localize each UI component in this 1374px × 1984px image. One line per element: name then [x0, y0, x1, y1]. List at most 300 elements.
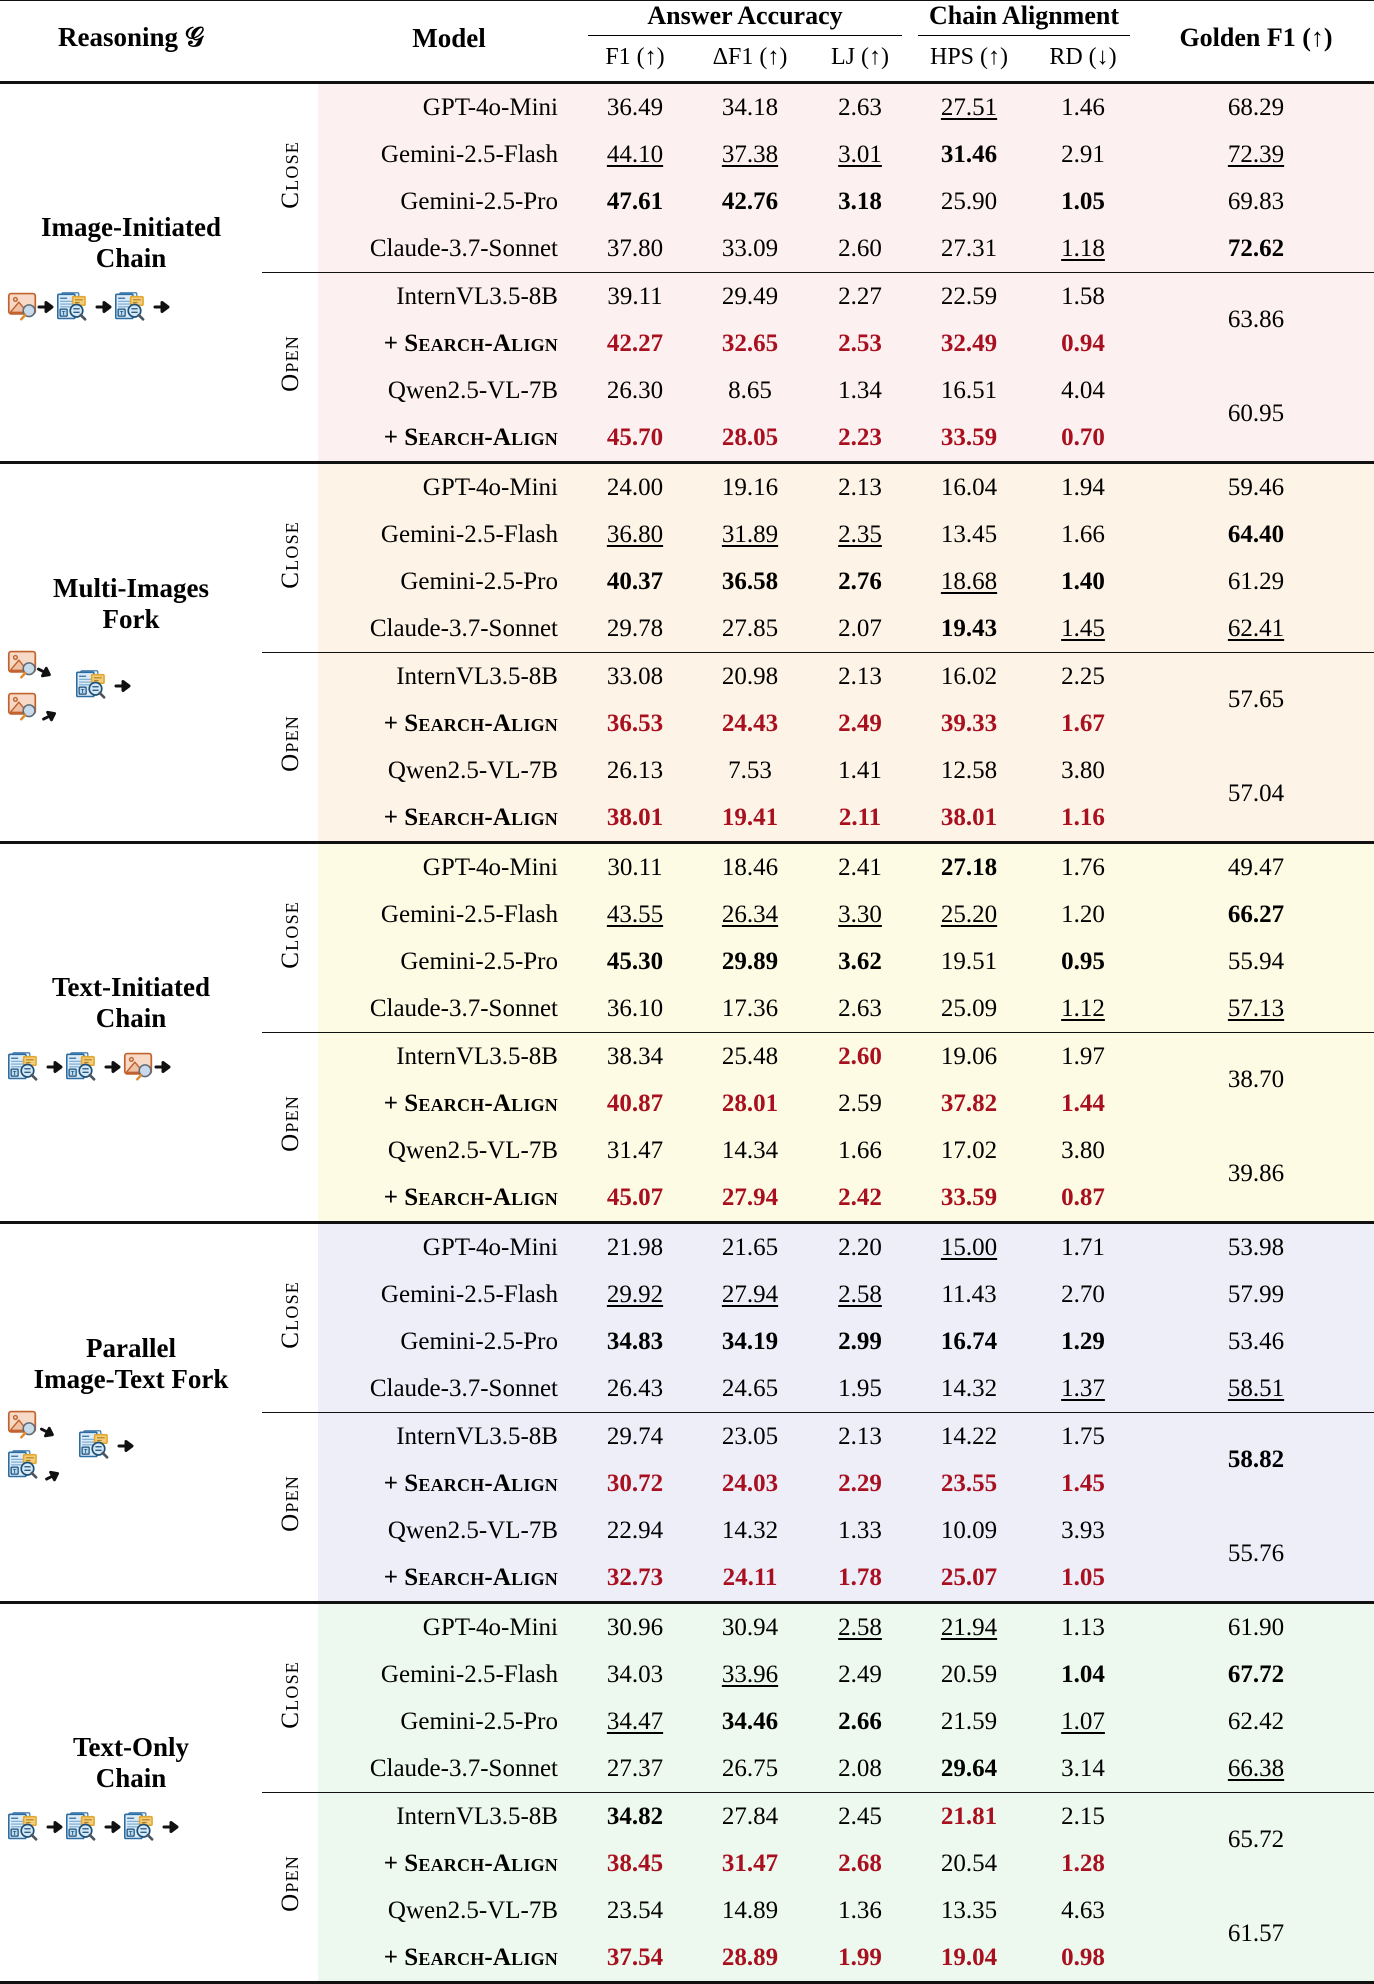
cell-f1: 34.47 [580, 1698, 690, 1745]
cell-f1: 29.92 [580, 1271, 690, 1318]
cell-lj: 1.66 [810, 1127, 910, 1174]
cell-lj: 1.33 [810, 1507, 910, 1554]
header-reasoning: Reasoning 𝒢 [0, 1, 262, 83]
cell-df1: 24.03 [690, 1460, 810, 1507]
cell-f1: 26.13 [580, 747, 690, 794]
model-name: + Search-Align [318, 320, 580, 367]
table-body [0, 83, 1374, 1982]
header-row-top [0, 1, 1374, 39]
table-row [0, 1603, 1374, 1652]
cell-f1: 44.10 [580, 131, 690, 178]
cell-golden-f1: 39.86 [1138, 1127, 1374, 1223]
cell-hps: 19.51 [910, 938, 1028, 985]
cell-df1: 27.94 [690, 1174, 810, 1223]
cell-f1: 30.72 [580, 1460, 690, 1507]
icon-chain-image-doc-doc [6, 287, 256, 333]
cell-hps: 15.00 [910, 1223, 1028, 1272]
cell-lj: 2.76 [810, 558, 910, 605]
svg-text:T: T [80, 688, 85, 695]
cell-rd: 1.37 [1028, 1365, 1138, 1413]
cell-lj: 2.08 [810, 1745, 910, 1793]
cell-df1: 14.32 [690, 1507, 810, 1554]
cell-golden-f1: 72.39 [1138, 131, 1374, 178]
cell-lj: 2.27 [810, 273, 910, 321]
cell-f1: 24.00 [580, 463, 690, 512]
cell-rd: 3.80 [1028, 1127, 1138, 1174]
model-name: Gemini-2.5-Flash [318, 1651, 580, 1698]
cell-hps: 25.20 [910, 891, 1028, 938]
mode-label-close: Close [262, 1223, 318, 1413]
header-answer-accuracy [580, 1, 910, 39]
model-name: + Search-Align [318, 414, 580, 463]
cell-f1: 22.94 [580, 1507, 690, 1554]
model-name: + Search-Align [318, 1080, 580, 1127]
cell-hps: 33.59 [910, 1174, 1028, 1223]
cell-df1: 20.98 [690, 653, 810, 701]
cell-f1: 33.08 [580, 653, 690, 701]
cell-lj: 2.68 [810, 1840, 910, 1887]
group-title: Text-Initiated Chain [51, 972, 210, 1033]
svg-text:T: T [61, 310, 66, 317]
cell-rd: 1.75 [1028, 1413, 1138, 1461]
cell-hps: 27.31 [910, 225, 1028, 273]
cell-f1: 36.49 [580, 83, 690, 132]
cell-lj: 2.49 [810, 1651, 910, 1698]
cell-rd: 2.70 [1028, 1271, 1138, 1318]
cell-df1: 32.65 [690, 320, 810, 367]
mode-label-open: Open [262, 1033, 318, 1223]
cell-hps: 16.74 [910, 1318, 1028, 1365]
icon-fork-two-images-doc [6, 648, 256, 732]
cell-hps: 21.94 [910, 1603, 1028, 1652]
cell-f1: 29.74 [580, 1413, 690, 1461]
cell-golden-f1: 62.41 [1138, 605, 1374, 653]
cell-df1: 7.53 [690, 747, 810, 794]
model-name: Claude-3.7-Sonnet [318, 985, 580, 1033]
mode-label-close: Close [262, 1603, 318, 1793]
cell-golden-f1: 57.04 [1138, 747, 1374, 843]
cell-golden-f1: 65.72 [1138, 1793, 1374, 1888]
model-name: GPT-4o-Mini [318, 1603, 580, 1652]
group-title: Multi-Images Fork [53, 573, 209, 634]
svg-text:T: T [12, 1468, 17, 1475]
cell-lj: 2.20 [810, 1223, 910, 1272]
group-diagram [6, 1807, 256, 1853]
cell-f1: 23.54 [580, 1887, 690, 1934]
cell-df1: 18.46 [690, 843, 810, 892]
cell-f1: 21.98 [580, 1223, 690, 1272]
cell-hps: 25.07 [910, 1554, 1028, 1603]
cell-df1: 24.11 [690, 1554, 810, 1603]
group-cell-0 [0, 83, 262, 463]
cell-df1: 25.48 [690, 1033, 810, 1081]
svg-text:T: T [70, 1830, 75, 1837]
cell-f1: 38.01 [580, 794, 690, 843]
group-title: Parallel Image-Text Fork [33, 1333, 229, 1394]
cell-rd: 2.91 [1028, 131, 1138, 178]
cell-lj: 2.58 [810, 1271, 910, 1318]
table-row [0, 83, 1374, 132]
cell-df1: 31.47 [690, 1840, 810, 1887]
svg-text:T: T [12, 1070, 17, 1077]
cell-hps: 12.58 [910, 747, 1028, 794]
cell-f1: 26.30 [580, 367, 690, 414]
cell-hps: 16.02 [910, 653, 1028, 701]
cell-lj: 2.13 [810, 653, 910, 701]
cell-f1: 45.30 [580, 938, 690, 985]
mode-label-open: Open [262, 653, 318, 843]
cell-lj: 2.63 [810, 83, 910, 132]
cell-hps: 20.54 [910, 1840, 1028, 1887]
cell-lj: 2.23 [810, 414, 910, 463]
cell-df1: 33.96 [690, 1651, 810, 1698]
cell-golden-f1: 61.29 [1138, 558, 1374, 605]
cell-df1: 23.05 [690, 1413, 810, 1461]
cell-f1: 36.10 [580, 985, 690, 1033]
cell-rd: 0.94 [1028, 320, 1138, 367]
cell-hps: 14.22 [910, 1413, 1028, 1461]
cell-hps: 20.59 [910, 1651, 1028, 1698]
cell-golden-f1: 68.29 [1138, 83, 1374, 132]
cell-golden-f1: 61.57 [1138, 1887, 1374, 1981]
header-chain-alignment-label: Chain Alignment [929, 1, 1120, 30]
cell-lj: 1.41 [810, 747, 910, 794]
header-golden-f1: Golden F1 (↑) [1138, 1, 1374, 83]
model-name: + Search-Align [318, 1174, 580, 1223]
cell-rd: 0.95 [1028, 938, 1138, 985]
cell-df1: 19.16 [690, 463, 810, 512]
cell-f1: 26.43 [580, 1365, 690, 1413]
cell-hps: 19.43 [910, 605, 1028, 653]
cell-rd: 1.28 [1028, 1840, 1138, 1887]
cell-rd: 1.44 [1028, 1080, 1138, 1127]
model-name: GPT-4o-Mini [318, 463, 580, 512]
svg-text:T: T [119, 310, 124, 317]
model-name: + Search-Align [318, 1840, 580, 1887]
mode-label-open: Open [262, 273, 318, 463]
cell-df1: 27.94 [690, 1271, 810, 1318]
cell-df1: 29.89 [690, 938, 810, 985]
svg-text:T: T [12, 1830, 17, 1837]
cell-hps: 25.09 [910, 985, 1028, 1033]
model-name: GPT-4o-Mini [318, 843, 580, 892]
model-name: InternVL3.5-8B [318, 1413, 580, 1461]
cell-df1: 19.41 [690, 794, 810, 843]
model-name: Qwen2.5-VL-7B [318, 1507, 580, 1554]
mode-label-close: Close [262, 843, 318, 1033]
cell-df1: 26.34 [690, 891, 810, 938]
cell-df1: 33.09 [690, 225, 810, 273]
cell-golden-f1: 72.62 [1138, 225, 1374, 273]
cell-rd: 1.40 [1028, 558, 1138, 605]
cell-golden-f1: 53.46 [1138, 1318, 1374, 1365]
model-name: InternVL3.5-8B [318, 1033, 580, 1081]
cell-golden-f1: 64.40 [1138, 511, 1374, 558]
cell-lj: 3.30 [810, 891, 910, 938]
cell-golden-f1: 62.42 [1138, 1698, 1374, 1745]
cell-golden-f1: 59.46 [1138, 463, 1374, 512]
model-name: Gemini-2.5-Pro [318, 1318, 580, 1365]
cell-lj: 1.99 [810, 1934, 910, 1981]
cell-hps: 23.55 [910, 1460, 1028, 1507]
cell-rd: 1.67 [1028, 700, 1138, 747]
model-name: Qwen2.5-VL-7B [318, 367, 580, 414]
cell-hps: 19.04 [910, 1934, 1028, 1981]
svg-text:T: T [128, 1830, 133, 1837]
cell-lj: 2.63 [810, 985, 910, 1033]
cell-golden-f1: 63.86 [1138, 273, 1374, 368]
cell-lj: 3.01 [810, 131, 910, 178]
cell-f1: 43.55 [580, 891, 690, 938]
cell-lj: 1.95 [810, 1365, 910, 1413]
cell-df1: 28.89 [690, 1934, 810, 1981]
cell-f1: 36.53 [580, 700, 690, 747]
cell-lj: 2.42 [810, 1174, 910, 1223]
cell-hps: 27.18 [910, 843, 1028, 892]
cell-hps: 32.49 [910, 320, 1028, 367]
cell-lj: 2.60 [810, 225, 910, 273]
icon-fork-image-text-doc [6, 1408, 256, 1492]
cell-rd: 1.04 [1028, 1651, 1138, 1698]
header-answer-accuracy-rule [588, 35, 902, 36]
cell-rd: 1.29 [1028, 1318, 1138, 1365]
cell-lj: 1.34 [810, 367, 910, 414]
cell-f1: 27.37 [580, 1745, 690, 1793]
cell-golden-f1: 69.83 [1138, 178, 1374, 225]
cell-rd: 1.05 [1028, 178, 1138, 225]
cell-hps: 39.33 [910, 700, 1028, 747]
header-chain-alignment [910, 1, 1138, 39]
cell-df1: 34.19 [690, 1318, 810, 1365]
cell-lj: 2.99 [810, 1318, 910, 1365]
cell-golden-f1: 55.94 [1138, 938, 1374, 985]
cell-hps: 25.90 [910, 178, 1028, 225]
model-name: Claude-3.7-Sonnet [318, 225, 580, 273]
cell-lj: 1.36 [810, 1887, 910, 1934]
cell-lj: 2.13 [810, 463, 910, 512]
cell-rd: 1.58 [1028, 273, 1138, 321]
cell-golden-f1: 66.27 [1138, 891, 1374, 938]
cell-hps: 37.82 [910, 1080, 1028, 1127]
cell-rd: 1.07 [1028, 1698, 1138, 1745]
mode-label-close: Close [262, 463, 318, 653]
table-row [0, 463, 1374, 512]
cell-f1: 37.54 [580, 1934, 690, 1981]
cell-df1: 28.05 [690, 414, 810, 463]
header-rd: RD (↓) [1049, 44, 1117, 70]
cell-golden-f1: 60.95 [1138, 367, 1374, 463]
cell-df1: 17.36 [690, 985, 810, 1033]
model-name: Gemini-2.5-Pro [318, 178, 580, 225]
cell-rd: 1.18 [1028, 225, 1138, 273]
model-name: + Search-Align [318, 1554, 580, 1603]
cell-df1: 42.76 [690, 178, 810, 225]
cell-f1: 40.87 [580, 1080, 690, 1127]
cell-lj: 2.13 [810, 1413, 910, 1461]
cell-lj: 2.60 [810, 1033, 910, 1081]
group-title: Text-Only Chain [72, 1732, 189, 1793]
cell-lj: 1.78 [810, 1554, 910, 1603]
cell-rd: 1.45 [1028, 605, 1138, 653]
cell-df1: 28.01 [690, 1080, 810, 1127]
cell-lj: 3.18 [810, 178, 910, 225]
cell-golden-f1: 66.38 [1138, 1745, 1374, 1793]
table-header [0, 1, 1374, 83]
group-cell-1 [0, 463, 262, 843]
model-name: + Search-Align [318, 1460, 580, 1507]
cell-golden-f1: 55.76 [1138, 1507, 1374, 1603]
cell-df1: 24.65 [690, 1365, 810, 1413]
cell-df1: 34.46 [690, 1698, 810, 1745]
model-name: InternVL3.5-8B [318, 1793, 580, 1841]
cell-f1: 30.11 [580, 843, 690, 892]
cell-f1: 47.61 [580, 178, 690, 225]
cell-rd: 1.46 [1028, 83, 1138, 132]
cell-df1: 8.65 [690, 367, 810, 414]
cell-hps: 16.04 [910, 463, 1028, 512]
group-diagram [6, 1047, 256, 1093]
cell-hps: 17.02 [910, 1127, 1028, 1174]
cell-f1: 45.07 [580, 1174, 690, 1223]
cell-rd: 1.66 [1028, 511, 1138, 558]
cell-rd: 1.97 [1028, 1033, 1138, 1081]
cell-golden-f1: 58.82 [1138, 1413, 1374, 1508]
cell-df1: 30.94 [690, 1603, 810, 1652]
cell-hps: 13.45 [910, 511, 1028, 558]
cell-f1: 34.82 [580, 1793, 690, 1841]
cell-rd: 4.63 [1028, 1887, 1138, 1934]
cell-hps: 19.06 [910, 1033, 1028, 1081]
cell-hps: 27.51 [910, 83, 1028, 132]
cell-f1: 37.80 [580, 225, 690, 273]
model-name: Gemini-2.5-Flash [318, 511, 580, 558]
model-name: Qwen2.5-VL-7B [318, 1887, 580, 1934]
cell-f1: 39.11 [580, 273, 690, 321]
cell-df1: 26.75 [690, 1745, 810, 1793]
cell-lj: 2.49 [810, 700, 910, 747]
cell-f1: 42.27 [580, 320, 690, 367]
cell-rd: 1.16 [1028, 794, 1138, 843]
cell-hps: 14.32 [910, 1365, 1028, 1413]
cell-rd: 3.80 [1028, 747, 1138, 794]
cell-rd: 1.20 [1028, 891, 1138, 938]
cell-f1: 30.96 [580, 1603, 690, 1652]
cell-lj: 2.07 [810, 605, 910, 653]
cell-hps: 21.59 [910, 1698, 1028, 1745]
model-name: Claude-3.7-Sonnet [318, 1745, 580, 1793]
model-name: Gemini-2.5-Flash [318, 1271, 580, 1318]
cell-lj: 3.62 [810, 938, 910, 985]
cell-df1: 21.65 [690, 1223, 810, 1272]
cell-golden-f1: 67.72 [1138, 1651, 1374, 1698]
model-name: Qwen2.5-VL-7B [318, 747, 580, 794]
cell-rd: 0.87 [1028, 1174, 1138, 1223]
model-name: Gemini-2.5-Flash [318, 131, 580, 178]
group-diagram [6, 287, 256, 333]
mode-label-open: Open [262, 1793, 318, 1982]
svg-text:T: T [83, 1448, 88, 1455]
model-name: + Search-Align [318, 1934, 580, 1981]
cell-lj: 2.35 [810, 511, 910, 558]
cell-rd: 1.71 [1028, 1223, 1138, 1272]
cell-rd: 1.05 [1028, 1554, 1138, 1603]
mode-label-open: Open [262, 1413, 318, 1603]
cell-f1: 45.70 [580, 414, 690, 463]
cell-hps: 13.35 [910, 1887, 1028, 1934]
cell-df1: 29.49 [690, 273, 810, 321]
cell-golden-f1: 61.90 [1138, 1603, 1374, 1652]
table-row [0, 1223, 1374, 1272]
cell-lj: 2.45 [810, 1793, 910, 1841]
cell-rd: 1.45 [1028, 1460, 1138, 1507]
cell-lj: 2.53 [810, 320, 910, 367]
header-chain-alignment-rule [918, 35, 1130, 36]
cell-df1: 31.89 [690, 511, 810, 558]
model-name: Claude-3.7-Sonnet [318, 605, 580, 653]
group-cell-2 [0, 843, 262, 1223]
cell-f1: 34.83 [580, 1318, 690, 1365]
cell-rd: 2.15 [1028, 1793, 1138, 1841]
model-name: Qwen2.5-VL-7B [318, 1127, 580, 1174]
cell-rd: 2.25 [1028, 653, 1138, 701]
header-hps: HPS (↑) [930, 44, 1009, 70]
model-name: Gemini-2.5-Pro [318, 558, 580, 605]
cell-f1: 29.78 [580, 605, 690, 653]
cell-golden-f1: 53.98 [1138, 1223, 1374, 1272]
cell-f1: 31.47 [580, 1127, 690, 1174]
cell-df1: 27.85 [690, 605, 810, 653]
cell-rd: 1.13 [1028, 1603, 1138, 1652]
svg-text:T: T [70, 1070, 75, 1077]
group-diagram [6, 1408, 256, 1492]
cell-f1: 38.45 [580, 1840, 690, 1887]
cell-df1: 37.38 [690, 131, 810, 178]
cell-lj: 2.29 [810, 1460, 910, 1507]
mode-label-close: Close [262, 83, 318, 273]
group-diagram [6, 648, 256, 732]
cell-golden-f1: 58.51 [1138, 1365, 1374, 1413]
cell-f1: 38.34 [580, 1033, 690, 1081]
header-model: Model [318, 1, 580, 83]
cell-df1: 14.89 [690, 1887, 810, 1934]
cell-df1: 34.18 [690, 83, 810, 132]
table-row [0, 843, 1374, 892]
model-name: GPT-4o-Mini [318, 1223, 580, 1272]
cell-rd: 1.12 [1028, 985, 1138, 1033]
cell-f1: 34.03 [580, 1651, 690, 1698]
header-lj: LJ (↑) [831, 44, 889, 70]
cell-df1: 36.58 [690, 558, 810, 605]
cell-lj: 2.58 [810, 1603, 910, 1652]
cell-f1: 40.37 [580, 558, 690, 605]
cell-hps: 11.43 [910, 1271, 1028, 1318]
cell-hps: 38.01 [910, 794, 1028, 843]
cell-hps: 16.51 [910, 367, 1028, 414]
header-f1: F1 (↑) [605, 44, 665, 70]
cell-rd: 4.04 [1028, 367, 1138, 414]
model-name: GPT-4o-Mini [318, 83, 580, 132]
cell-lj: 2.66 [810, 1698, 910, 1745]
cell-rd: 3.93 [1028, 1507, 1138, 1554]
cell-hps: 33.59 [910, 414, 1028, 463]
cell-df1: 27.84 [690, 1793, 810, 1841]
cell-rd: 1.94 [1028, 463, 1138, 512]
icon-chain-doc-doc-image [6, 1047, 256, 1093]
cell-golden-f1: 57.99 [1138, 1271, 1374, 1318]
cell-rd: 0.70 [1028, 414, 1138, 463]
model-name: InternVL3.5-8B [318, 653, 580, 701]
model-name: + Search-Align [318, 794, 580, 843]
